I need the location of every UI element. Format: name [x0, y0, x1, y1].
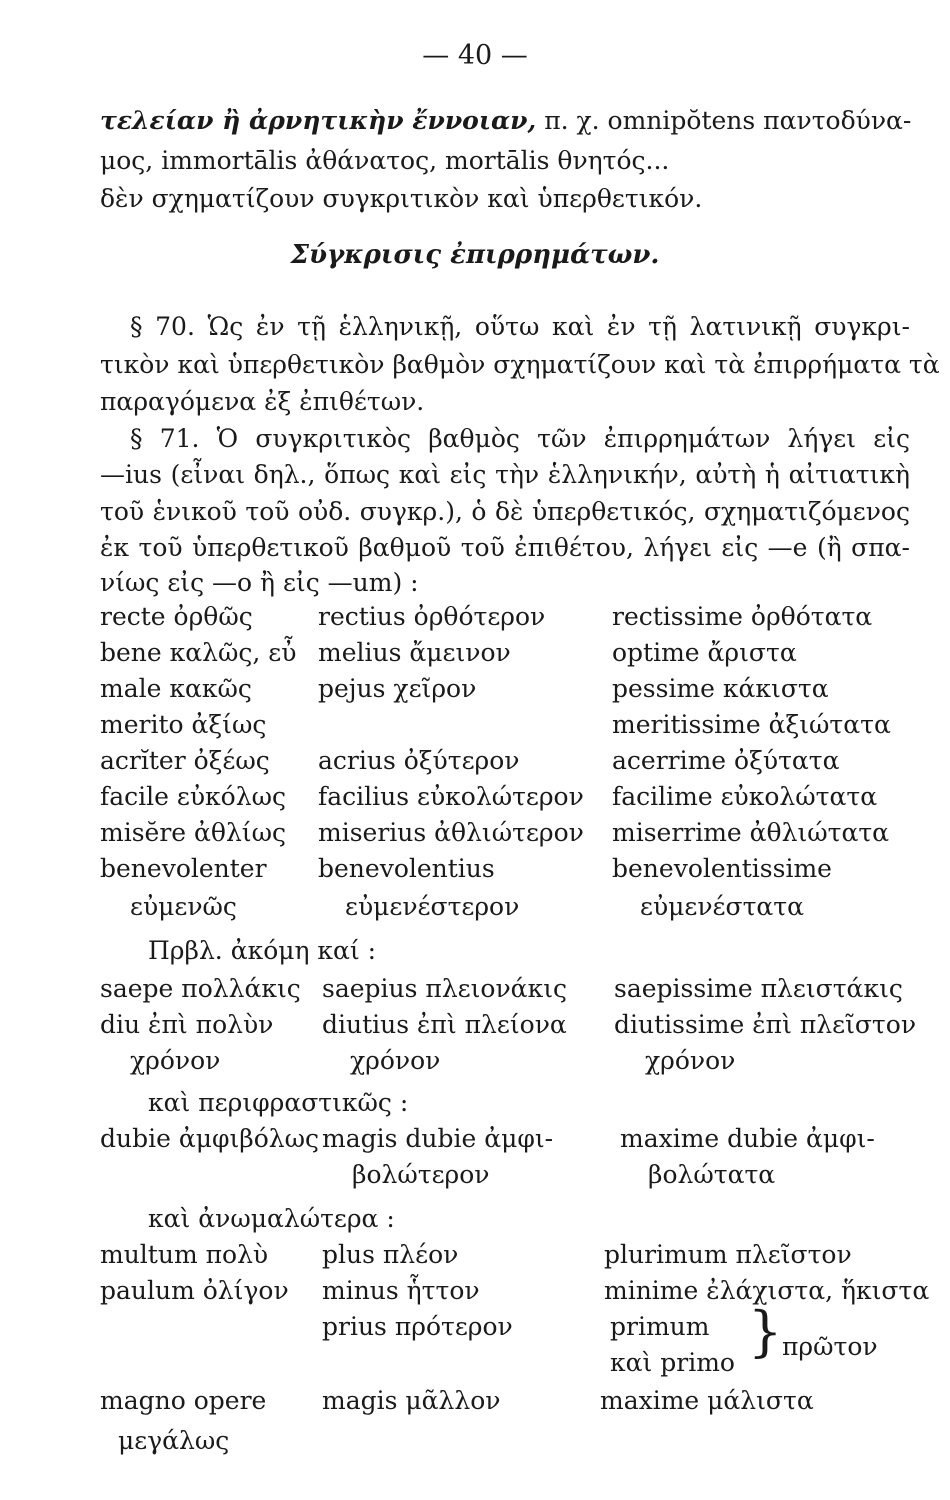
table-cell: primum: [610, 1312, 710, 1341]
p71-line-3: τοῦ ἑνικοῦ τοῦ οὐδ. συγκρ.), ὁ δὲ ὑπερθετικός, σχηματιζόμενος: [100, 497, 910, 526]
table-cell: rectius ὀρθότερον: [318, 602, 546, 631]
table-cell: saepius πλειονάκις: [322, 974, 567, 1003]
table-cell: magis dubie ἀμφι-: [322, 1124, 554, 1153]
table-cell: benevolenter: [100, 854, 267, 883]
intro-line-2: μος, immortālis ἀθάνατος, mortālis θνητός...: [100, 146, 670, 175]
table-cell: merito ἀξίως: [100, 710, 267, 739]
table-cell: saepe πολλάκις: [100, 974, 301, 1003]
table-cell: facile εὐκόλως: [100, 782, 286, 811]
table-cell: recte ὀρθῶς: [100, 602, 253, 631]
p71-line-1: § 71. Ὁ συγκριτικὸς βαθμὸς τῶν ἐπιρρημάτων λήγει εἰς: [130, 424, 910, 453]
table-cell: bene καλῶς, εὖ: [100, 638, 297, 667]
table-cell: plus πλέον: [322, 1240, 459, 1269]
table-cell: male κακῶς: [100, 674, 252, 703]
p71-line-5: νίως εἰς —o ἢ εἰς —um) :: [100, 568, 419, 597]
table-cell: καὶ primo: [610, 1348, 735, 1377]
p71-line-4: ἐκ τοῦ ὑπερθετικοῦ βαθμοῦ τοῦ ἐπιθέτου, λήγει εἰς —e (ἢ σπα-: [100, 533, 910, 562]
intro-line-1-rest: π. χ. omnipŏtens παντοδύνα-: [544, 106, 912, 135]
table-cell: εὐμενέστατα: [640, 892, 804, 921]
table-cell: βολώτατα: [648, 1160, 776, 1189]
table-cell: saepissime πλειστάκις: [614, 974, 903, 1003]
table-cell: εὐμενέστερον: [345, 892, 520, 921]
page-number: — 40 —: [422, 40, 528, 71]
table-cell: prius πρότερον: [322, 1312, 513, 1341]
table-cell: benevolentius: [318, 854, 495, 883]
table-cell: acrĭter ὀξέως: [100, 746, 270, 775]
table-cell: minus ἧττον: [322, 1276, 480, 1305]
anomalous-note: καὶ ἀνωμαλώτερα :: [148, 1204, 395, 1233]
p70-line-1: § 70. Ὡς ἐν τῇ ἑλληνικῇ, οὕτω καὶ ἐν τῇ λατινικῇ συγκρι-: [130, 312, 910, 341]
table-cell: χρόνον: [130, 1046, 221, 1075]
table-cell: acerrime ὀξύτατα: [612, 746, 840, 775]
protos-label: πρῶτον: [782, 1332, 878, 1361]
table-cell: dubie ἀμφιβόλως: [100, 1124, 320, 1153]
table-cell: optime ἄριστα: [612, 638, 797, 667]
table-cell: melius ἄμεινον: [318, 638, 511, 667]
section-heading: Σύγκρισις ἐπιρρημάτων.: [290, 240, 660, 270]
table-cell: χρόνον: [350, 1046, 441, 1075]
table-cell: paulum ὀλίγον: [100, 1276, 289, 1305]
intro-line-1: [100, 104, 910, 138]
table-cell: plurimum πλεῖστον: [604, 1240, 852, 1269]
table-cell: maxime dubie ἀμφι-: [620, 1124, 875, 1153]
p70-line-3: παραγόμενα ἐξ ἐπιθέτων.: [100, 387, 425, 416]
periphrastic-note: καὶ περιφραστικῶς :: [148, 1088, 409, 1117]
table-cell: rectissime ὀρθότατα: [612, 602, 873, 631]
table-cell: minime ἐλάχιστα, ἥκιστα: [604, 1276, 930, 1305]
table-cell: μεγάλως: [118, 1426, 230, 1455]
table-cell: miserius ἀθλιώτερον: [318, 818, 584, 847]
intro-line-3: δὲν σχηματίζουν συγκριτικὸν καὶ ὑπερθετικόν.: [100, 184, 703, 213]
table-cell: acrius ὀξύτερον: [318, 746, 520, 775]
table-cell: pessime κάκιστα: [612, 674, 829, 703]
brace-glyph: }: [748, 1300, 783, 1363]
table-cell: multum πολὺ: [100, 1240, 269, 1269]
table-cell: εὐμενῶς: [130, 892, 237, 921]
intro-emphasis: τελείαν ἢ ἀρνητικὴν ἔννοιαν,: [100, 106, 537, 135]
table-cell: diutius ἐπὶ πλείονα: [322, 1010, 567, 1039]
table-cell: meritissime ἀξιώτατα: [612, 710, 891, 739]
table-cell: facilime εὐκολώτατα: [612, 782, 878, 811]
table-cell: maxime μάλιστα: [600, 1386, 814, 1415]
table-cell: magis μᾶλλον: [322, 1386, 501, 1415]
table-cell: benevolentissime: [612, 854, 832, 883]
table-cell: pejus χεῖρον: [318, 674, 477, 703]
p71-line-2: —ius (εἶναι δηλ., ὅπως καὶ εἰς τὴν ἑλληνικήν, αὐτὴ ἡ αἰτιατικὴ: [100, 460, 910, 489]
table-cell: diutissime ἐπὶ πλεῖστον: [614, 1010, 917, 1039]
table-cell: βολώτερον: [352, 1160, 490, 1189]
table-cell: facilius εὐκολώτερον: [318, 782, 584, 811]
p70-line-2: τικὸν καὶ ὑπερθετικὸν βαθμὸν σχηματίζουν καὶ τὰ ἐπιρρήματα τὰ: [100, 350, 940, 379]
table-cell: misĕre ἀθλίως: [100, 818, 286, 847]
compare-note: Πρβλ. ἀκόμη καί :: [148, 936, 377, 965]
table-cell: diu ἐπὶ πολὺν: [100, 1010, 274, 1039]
table-cell: χρόνον: [645, 1046, 736, 1075]
table-cell: magno opere: [100, 1386, 267, 1415]
table-cell: miserrime ἀθλιώτατα: [612, 818, 890, 847]
